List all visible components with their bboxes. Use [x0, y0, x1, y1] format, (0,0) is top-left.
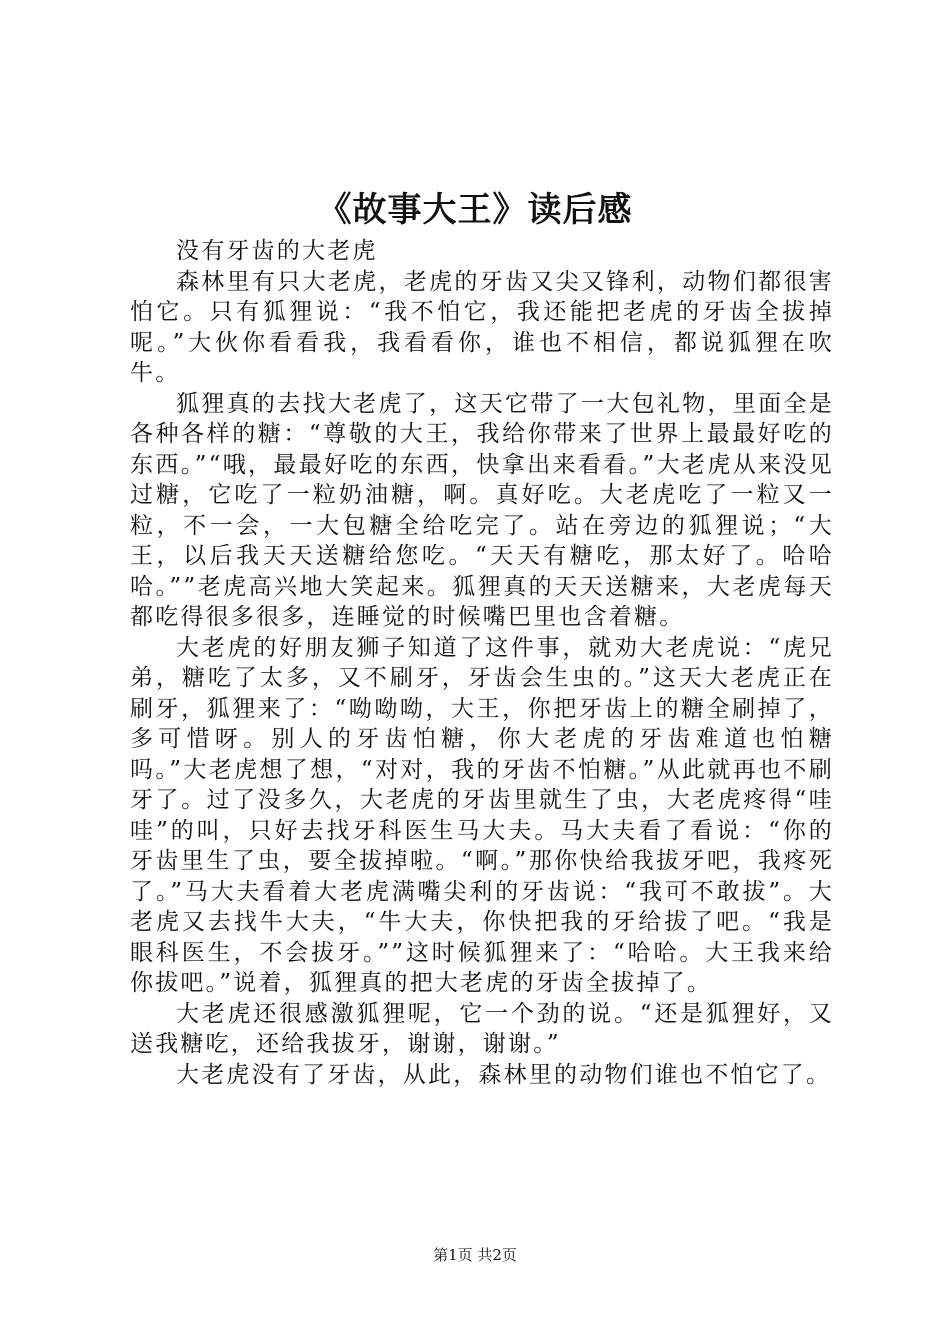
paragraph: 大老虎没有了牙齿，从此，森林里的动物们谁也不怕它了。	[176, 1061, 832, 1088]
paragraph-subtitle: 没有牙齿的大老虎	[176, 238, 378, 264]
paragraph: 森林里有只大老虎，老虎的牙齿又尖又锋利，动物们都很害怕它。只有狐狸说：“我不怕它，我还能把老虎的牙齿全拔掉呢。”大伙你看看我，我看看你，谁也不相信，都说狐狸在吹牛。	[130, 268, 834, 386]
paragraph: 狐狸真的去找大老虎了，这天它带了一大包礼物，里面全是各种各样的糖：“尊敬的大王，我给你带来了世界上最最好吃的东西。”“哦，最最好吃的东西，快拿出来看看。”大老虎从来没见过糖，它吃了一粒奶油糖，啊。真好吃。大老虎吃了一粒又一粒，不一会，一大包糖全给吃完了。站在旁边的狐狸说；“大王，以后我天天送糖给您吃。“天天有糖吃，那太好了。哈哈哈。””老虎高兴地大笑起来。狐狸真的天天送糖来，大老虎每天都吃得很多很多，连睡觉的时候嘴巴里也含着糖。	[130, 390, 834, 630]
paragraph: 大老虎还很感激狐狸呢，它一个劲的说。“还是狐狸好，又送我糖吃，还给我拔牙，谢谢，谢谢。”	[130, 1000, 834, 1057]
paragraph: 大老虎的好朋友狮子知道了这件事，就劝大老虎说：“虎兄弟，糖吃了太多，又不刷牙，牙齿会生虫的。”这天大老虎正在刷牙，狐狸来了：“呦呦呦，大王，你把牙齿上的糖全刷掉了，多可惜呀。别人的牙齿怕糖，你大老虎的牙齿难道也怕糖吗。”大老虎想了想，“对对，我的牙齿不怕糖。”从此就再也不刷牙了。过了没多久，大老虎的牙齿里就生了虫，大老虎疼得“哇哇”的叫，只好去找牙科医生马大夫。马大夫看了看说：“你的牙齿里生了虫，要全拔掉啦。“啊。”那你快给我拔牙吧，我疼死了。”马大夫看着大老虎满嘴尖利的牙齿说：“我可不敢拔”。大老虎又去找牛大夫，“牛大夫，你快把我的牙给拔了吧。“我是眼科医生，不会拔牙。””这时候狐狸来了：“哈哈。大王我来给你拔吧。”说着，狐狸真的把大老虎的牙齿全拔掉了。	[130, 634, 834, 996]
page-number-footer: 第1页 共2页	[433, 1246, 517, 1264]
document-body	[130, 236, 834, 1090]
document-title: 《故事大王》读后感	[317, 190, 633, 230]
